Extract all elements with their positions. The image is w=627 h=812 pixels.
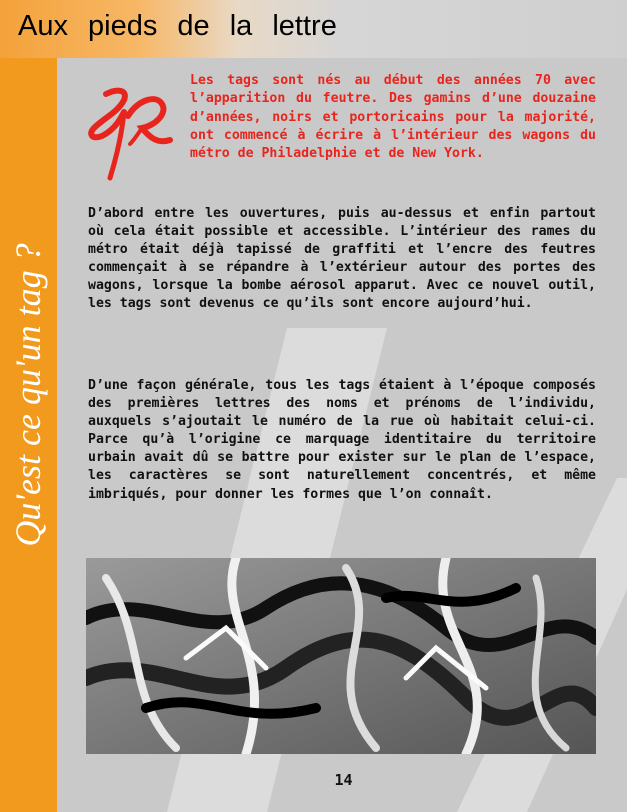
body-paragraph-2: D’une façon générale, tous les tags étaient à l’époque composés des premières lettres des noms et prénoms de l’individu, auxquels s’ajoutait le numéro de la rue où habitait celui-ci. Parce qu’à l’origine ce marquage identitaire du territoire urbain avait dû se battre pour exister sur le plan de l’espace, les caractères se sont naturellement concentrés, et même imbriqués, pour donner les formes que l’on connaît. bbox=[88, 378, 596, 502]
page-number: 14 bbox=[334, 771, 353, 789]
graffiti-photo bbox=[86, 558, 596, 754]
sidebar-vertical-title: Qu'est ce qu'un tag ? bbox=[8, 243, 48, 547]
tag-logo-icon bbox=[84, 82, 174, 182]
intro-paragraph: Les tags sont nés au début des années 70 avec l’apparition du feutre. Des gamins d’une douzaine d’années, noirs et portoricains pour la majorité, ont commencé à écrire à l’intérieur des wagons du métro de Philadelphie et de New York. bbox=[190, 73, 596, 162]
body-paragraph-1: D’abord entre les ouvertures, puis au-dessus et enfin partout où cela était possible et accessible. L’intérieur des rames du métro était déjà tapissé de graffiti et l’encre des feutres commençait à se répandre à l’extérieur autour des portes des wagons, lorsque la bombe aérosol apparut. Avec ce nouvel outil, les tags sont devenus ce qu’ils sont encore aujourd’hui. bbox=[88, 206, 596, 312]
page-title: Aux pieds de la lettre bbox=[18, 10, 337, 42]
